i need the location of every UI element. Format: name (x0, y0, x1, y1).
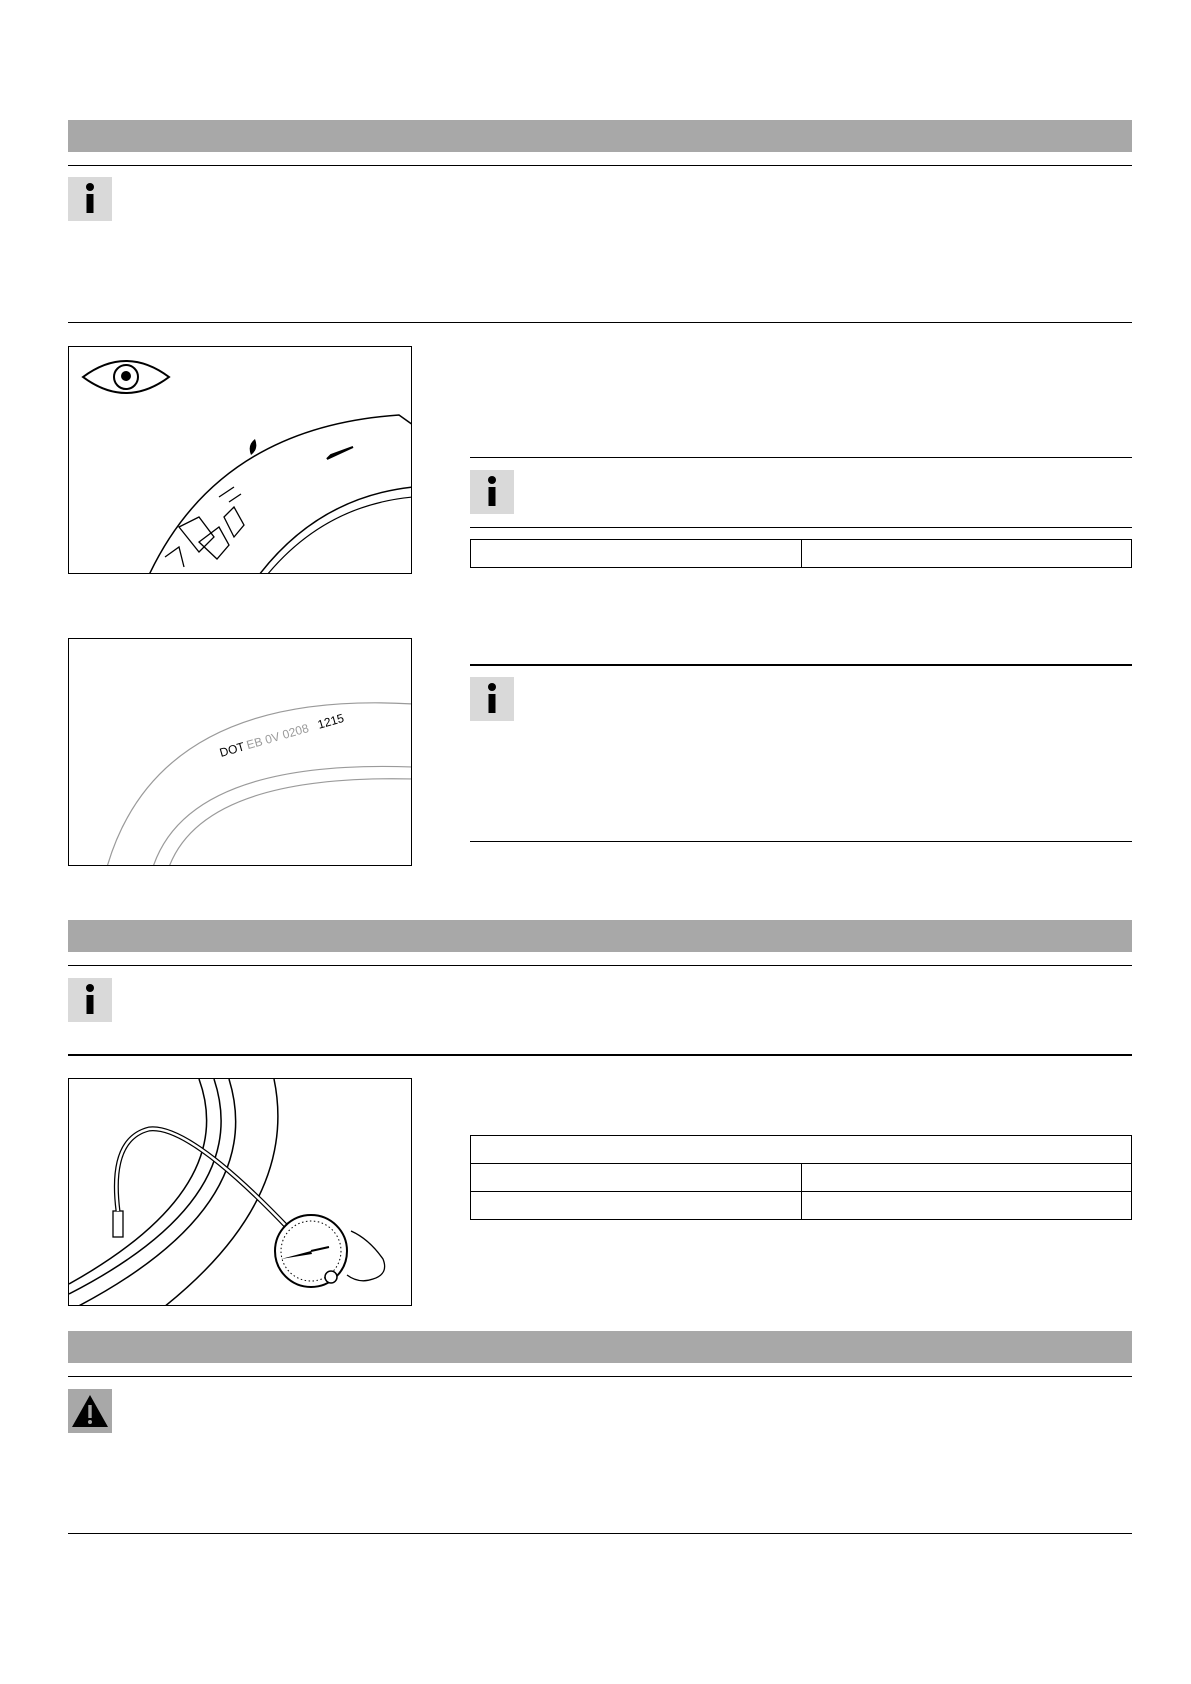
spec-table-2 (470, 1135, 1132, 1220)
table-row (471, 1164, 1132, 1192)
section-bar-3 (68, 1331, 1132, 1363)
spec-table-1 (470, 539, 1132, 568)
note-rule-2 (470, 527, 1132, 528)
info-icon (470, 677, 514, 721)
table-cell (471, 1164, 802, 1192)
section-rule-5 (68, 1376, 1132, 1377)
info-icon (470, 470, 514, 514)
section-bar-1 (68, 120, 1132, 152)
tire-tread-figure (68, 346, 412, 574)
eye-icon (83, 361, 169, 393)
note-rule-1 (470, 457, 1132, 458)
section-rule-4 (68, 1054, 1132, 1056)
section-rule-3 (68, 965, 1132, 966)
table-row (471, 1136, 1132, 1164)
table-cell (801, 1192, 1132, 1220)
warning-icon (68, 1389, 112, 1433)
info-icon (68, 177, 112, 221)
table-row (471, 1192, 1132, 1220)
table-cell (471, 1136, 1132, 1164)
section-rule-2 (68, 322, 1132, 323)
tire-date-code-figure (68, 638, 412, 866)
tire-code-label: EB 0V 0208 (244, 721, 311, 753)
table-row (471, 540, 1132, 568)
tire-outline (149, 415, 412, 574)
section-bar-2 (68, 920, 1132, 952)
note-rule-3 (470, 664, 1132, 666)
table-cell (471, 540, 802, 568)
dot-label: DOT (217, 739, 247, 760)
info-icon (68, 978, 112, 1022)
table-cell (801, 1164, 1132, 1192)
section-rule-6 (68, 1533, 1132, 1534)
tire-pressure-figure (68, 1078, 412, 1306)
section-rule-1 (68, 165, 1132, 166)
note-rule-4 (470, 841, 1132, 842)
table-cell (801, 540, 1132, 568)
table-cell (471, 1192, 802, 1220)
tire-date-label: 1215 (316, 710, 346, 732)
